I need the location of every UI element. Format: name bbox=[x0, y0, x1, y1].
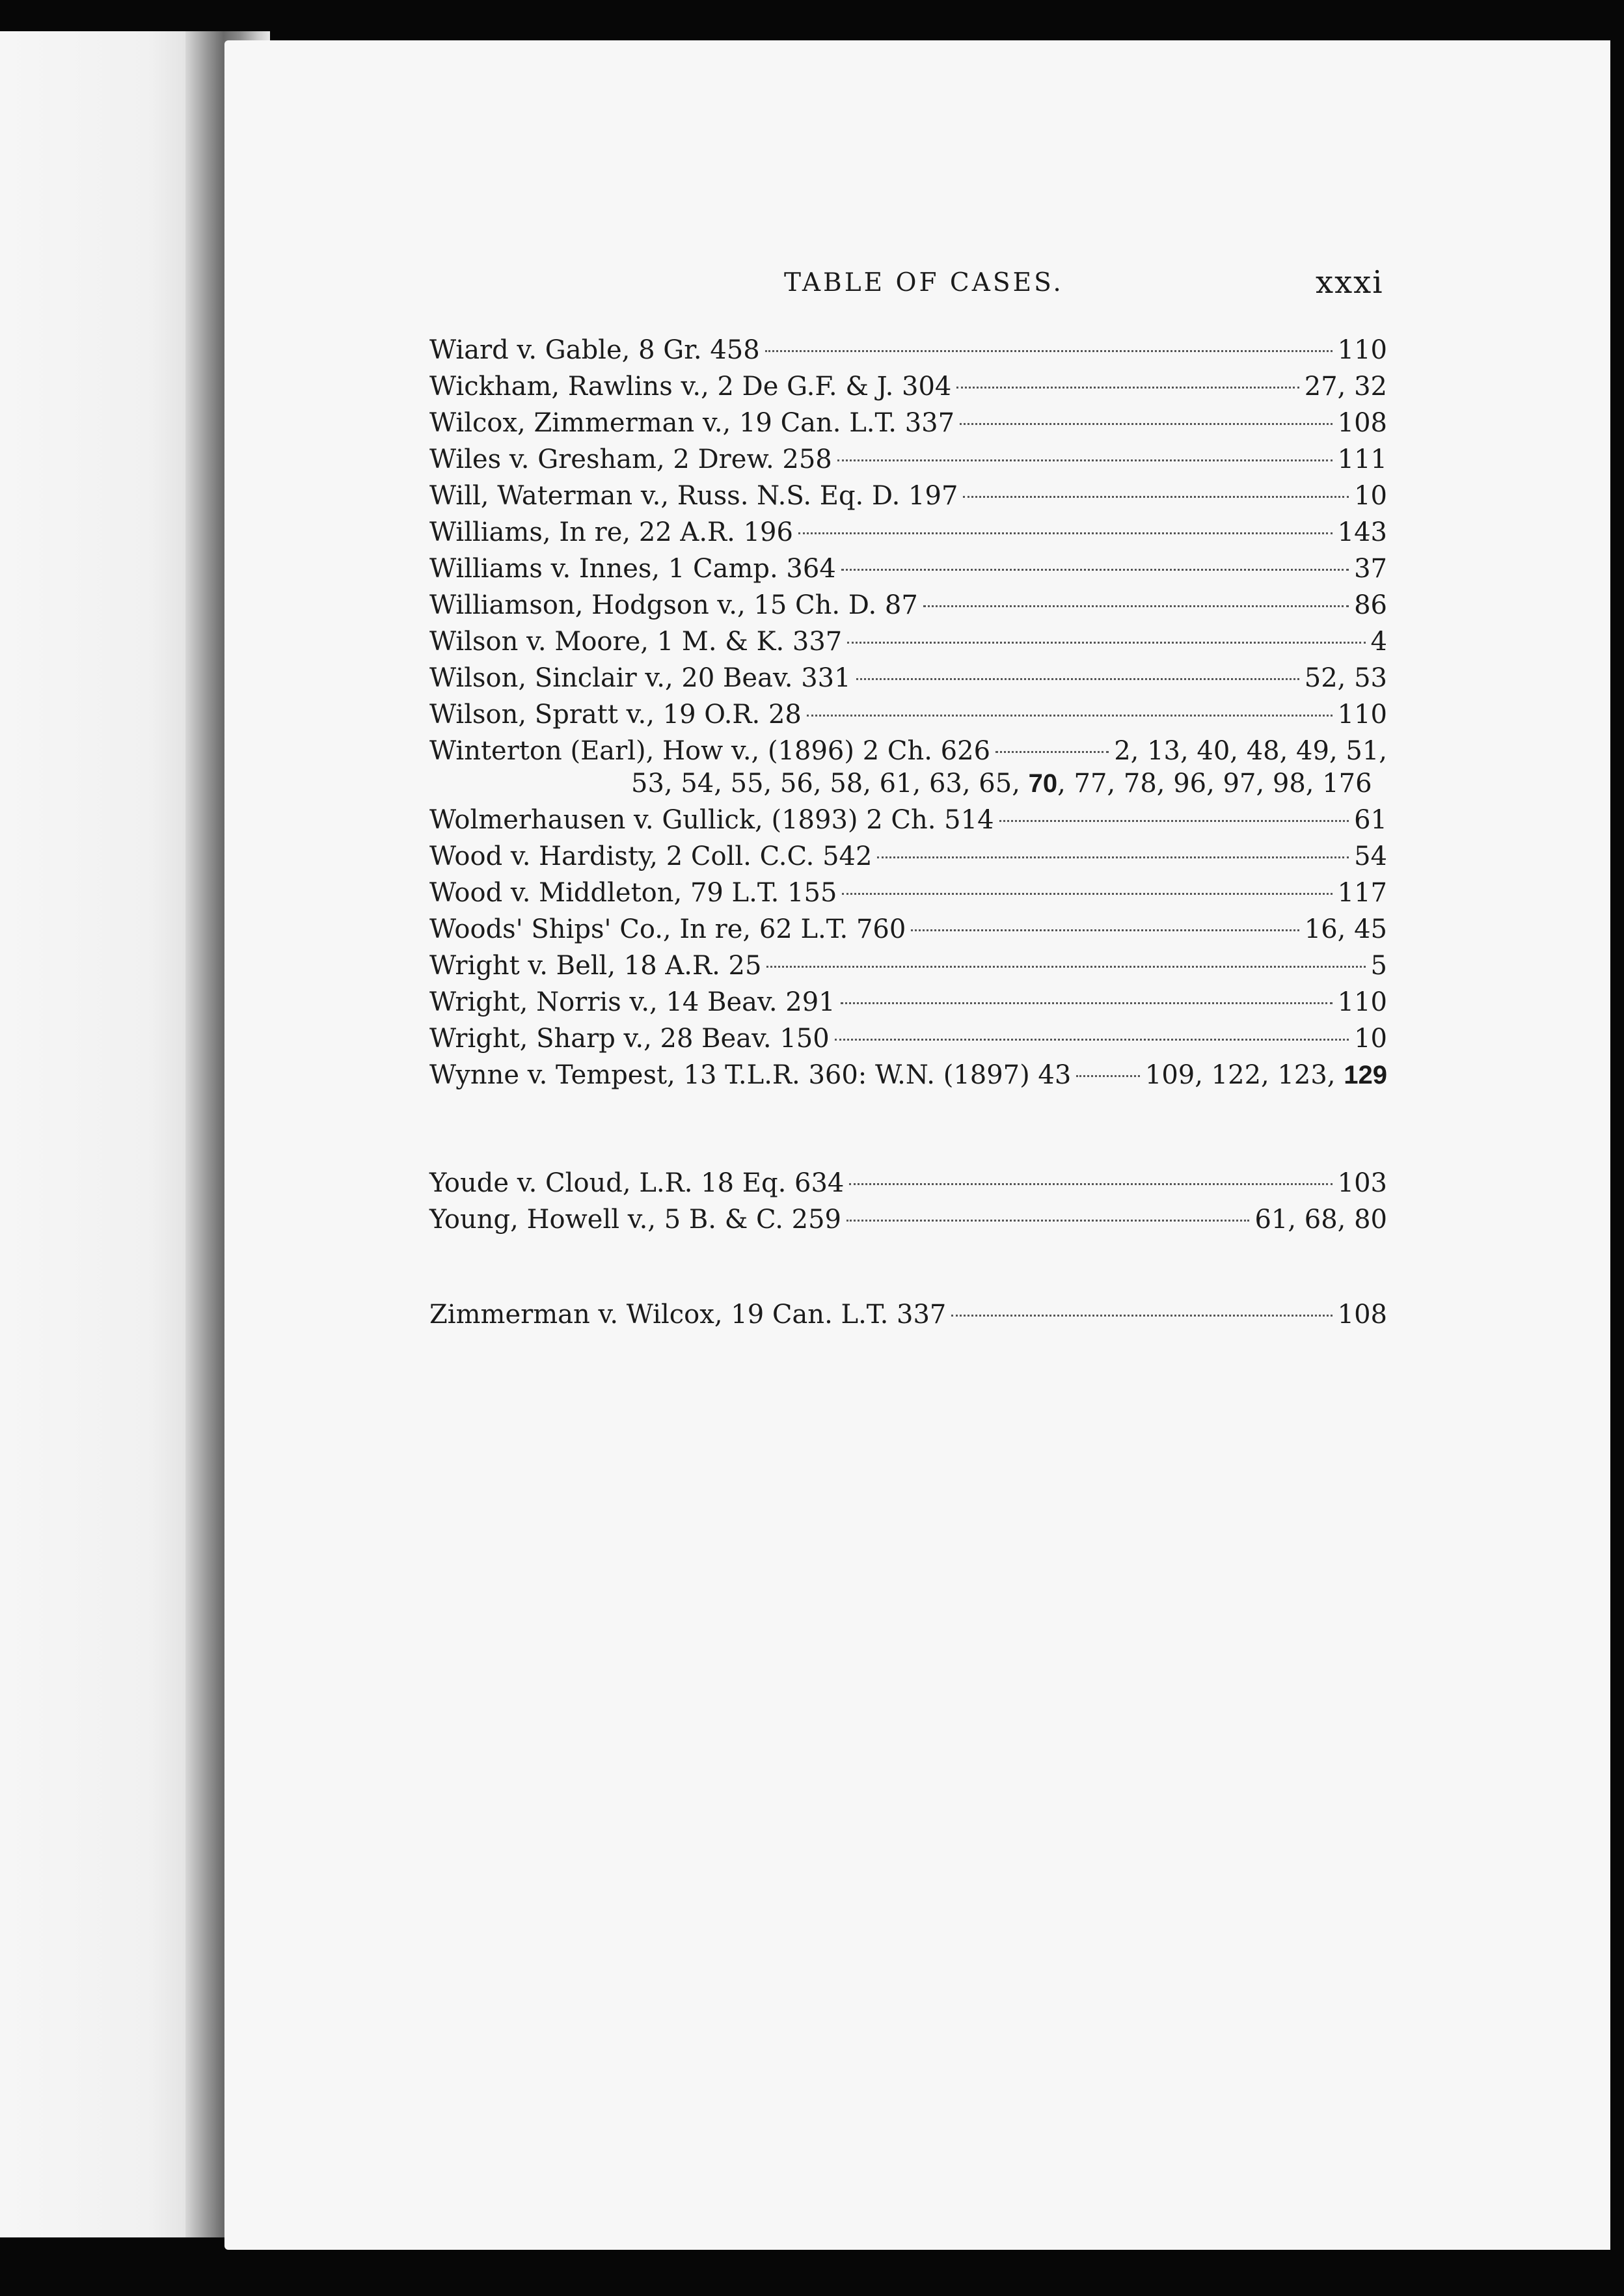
case-name: Williams v. Innes, 1 Camp. 364 bbox=[429, 554, 836, 584]
case-pages: 10 bbox=[1354, 1024, 1387, 1054]
case-pages: 110 bbox=[1337, 987, 1387, 1017]
case-pages: 54 bbox=[1354, 841, 1387, 871]
dot-leader bbox=[951, 1315, 1332, 1317]
case-name: Wright, Norris v., 14 Beav. 291 bbox=[429, 987, 835, 1017]
case-pages bbox=[1145, 1057, 1387, 1093]
case-entry bbox=[429, 1165, 1387, 1201]
case-entry bbox=[429, 551, 1387, 587]
case-name: Will, Waterman v., Russ. N.S. Eq. D. 197 bbox=[429, 481, 958, 511]
case-entry bbox=[429, 984, 1387, 1020]
dot-leader bbox=[963, 496, 1349, 498]
dot-leader bbox=[923, 605, 1349, 607]
case-entry bbox=[429, 1020, 1387, 1057]
case-pages-regular: 109, 122, 123, bbox=[1144, 1060, 1344, 1090]
case-name: Wilcox, Zimmerman v., 19 Can. L.T. 337 bbox=[429, 408, 955, 438]
case-name: Williams, In re, 22 A.R. 196 bbox=[429, 517, 793, 547]
case-pages: 61, 68, 80 bbox=[1254, 1205, 1387, 1235]
case-name: Wiard v. Gable, 8 Gr. 458 bbox=[429, 335, 760, 365]
section-gap bbox=[429, 1093, 1387, 1165]
case-pages: 110 bbox=[1337, 700, 1387, 730]
case-name: Wickham, Rawlins v., 2 De G.F. & J. 304 bbox=[429, 372, 952, 402]
case-pages: 86 bbox=[1354, 590, 1387, 620]
case-pages: 27, 32 bbox=[1304, 372, 1387, 402]
case-entry bbox=[429, 478, 1387, 514]
case-pages: 37 bbox=[1354, 554, 1387, 584]
dot-leader bbox=[960, 423, 1333, 425]
case-name: Zimmerman v. Wilcox, 19 Can. L.T. 337 bbox=[429, 1300, 947, 1330]
case-pages: 2, 13, 40, 48, 49, 51, bbox=[1114, 736, 1387, 766]
case-name: Wright v. Bell, 18 A.R. 25 bbox=[429, 951, 762, 981]
case-name: Wilson, Spratt v., 19 O.R. 28 bbox=[429, 700, 802, 730]
case-pages-bold: 70 bbox=[1028, 769, 1058, 798]
case-pages: 108 bbox=[1337, 1300, 1387, 1330]
case-pages: 117 bbox=[1337, 878, 1387, 908]
dot-leader bbox=[847, 642, 1365, 644]
case-pages: 110 bbox=[1337, 335, 1387, 365]
dot-leader bbox=[841, 569, 1349, 571]
case-pages-continued bbox=[429, 765, 1387, 802]
case-pages: 108 bbox=[1337, 408, 1387, 438]
case-pages: 10 bbox=[1354, 481, 1387, 511]
dot-leader bbox=[837, 459, 1333, 461]
case-entry bbox=[429, 660, 1387, 696]
case-entry bbox=[429, 911, 1387, 948]
case-name: Wood v. Hardisty, 2 Coll. C.C. 542 bbox=[429, 841, 873, 871]
section-gap bbox=[429, 1238, 1387, 1296]
dot-leader bbox=[846, 1220, 1249, 1222]
dot-leader bbox=[856, 678, 1299, 680]
running-title: TABLE OF CASES. bbox=[784, 268, 1064, 297]
dot-leader bbox=[877, 856, 1349, 858]
table-of-cases bbox=[429, 332, 1387, 1333]
case-entry bbox=[429, 696, 1387, 733]
page-number: xxxi bbox=[1316, 264, 1384, 301]
dot-leader bbox=[835, 1039, 1349, 1041]
case-name: Woods' Ships' Co., In re, 62 L.T. 760 bbox=[429, 914, 906, 944]
case-entry bbox=[429, 948, 1387, 984]
case-entry bbox=[429, 733, 1387, 769]
case-name: Young, Howell v., 5 B. & C. 259 bbox=[429, 1205, 842, 1235]
case-name: Wood v. Middleton, 79 L.T. 155 bbox=[429, 878, 837, 908]
case-entry bbox=[429, 875, 1387, 911]
case-entry bbox=[429, 838, 1387, 875]
case-name: Wolmerhausen v. Gullick, (1893) 2 Ch. 514 bbox=[429, 805, 994, 835]
case-pages: 61 bbox=[1354, 805, 1387, 835]
case-pages: 143 bbox=[1337, 517, 1387, 547]
case-pages: 4 bbox=[1370, 627, 1387, 657]
case-pages-bold: 129 bbox=[1344, 1061, 1387, 1089]
case-name: Youde v. Cloud, L.R. 18 Eq. 634 bbox=[429, 1168, 845, 1198]
dot-leader bbox=[841, 1002, 1333, 1004]
case-name: Williamson, Hodgson v., 15 Ch. D. 87 bbox=[429, 590, 918, 620]
case-entry bbox=[429, 1057, 1387, 1093]
dot-leader bbox=[911, 929, 1299, 931]
case-entry bbox=[429, 1296, 1387, 1333]
dot-leader bbox=[798, 532, 1333, 534]
case-pages: 5 bbox=[1370, 951, 1387, 981]
dot-leader bbox=[849, 1183, 1332, 1185]
case-pages-continued-start: 53, 54, 55, 56, 58, 61, 63, 65, bbox=[631, 769, 1029, 799]
case-entry bbox=[429, 405, 1387, 441]
case-pages: 111 bbox=[1337, 444, 1387, 474]
case-entry bbox=[429, 802, 1387, 838]
case-entry bbox=[429, 441, 1387, 478]
case-entry bbox=[429, 332, 1387, 368]
case-name: Wilson, Sinclair v., 20 Beav. 331 bbox=[429, 663, 851, 693]
dot-leader bbox=[765, 350, 1333, 352]
dot-leader bbox=[842, 893, 1332, 895]
case-pages: 16, 45 bbox=[1304, 914, 1387, 944]
dot-leader bbox=[1076, 1075, 1140, 1077]
case-pages-continued-end: , 77, 78, 96, 97, 98, 176 bbox=[1057, 769, 1372, 799]
case-name: Wiles v. Gresham, 2 Drew. 258 bbox=[429, 444, 832, 474]
case-name: Winterton (Earl), How v., (1896) 2 Ch. 626 bbox=[429, 736, 991, 766]
dot-leader bbox=[807, 715, 1333, 717]
dot-leader bbox=[766, 966, 1365, 968]
case-entry bbox=[429, 623, 1387, 660]
case-name: Wright, Sharp v., 28 Beav. 150 bbox=[429, 1024, 830, 1054]
case-entry bbox=[429, 368, 1387, 405]
case-entry bbox=[429, 1201, 1387, 1238]
dot-leader bbox=[999, 820, 1349, 822]
case-entry bbox=[429, 514, 1387, 551]
case-pages: 103 bbox=[1337, 1168, 1387, 1198]
dot-leader bbox=[956, 387, 1299, 389]
case-entry bbox=[429, 587, 1387, 623]
case-name: Wynne v. Tempest, 13 T.L.R. 360: W.N. (1897) 43 bbox=[429, 1060, 1072, 1090]
case-name: Wilson v. Moore, 1 M. & K. 337 bbox=[429, 627, 843, 657]
dot-leader bbox=[995, 751, 1109, 753]
case-pages: 52, 53 bbox=[1304, 663, 1387, 693]
